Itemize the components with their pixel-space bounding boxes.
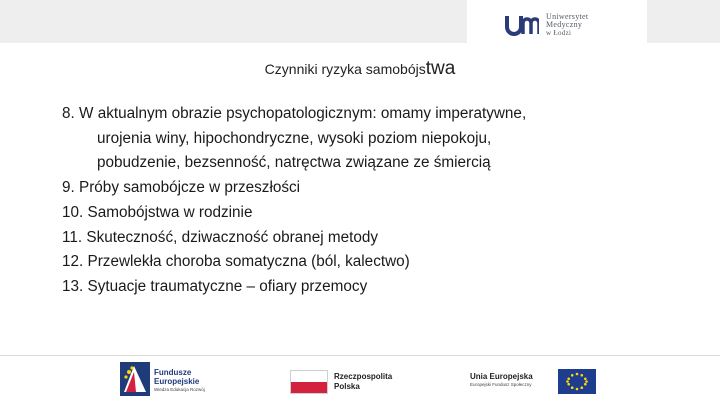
- list-item: 10. Samobójstwa w rodzinie: [62, 203, 253, 221]
- slide-title-tail: twa: [425, 58, 456, 79]
- eu-flag-icon: [558, 369, 596, 394]
- list-item-continuation: urojenia winy, hipochondryczne, wysoki poziom niepokoju,: [97, 129, 492, 147]
- university-logo: [467, 0, 647, 49]
- ue-line-2: Europejski Fundusz Społeczny: [470, 382, 532, 387]
- logo-line-2: Medyczny: [546, 20, 583, 29]
- footer-divider: [0, 355, 720, 356]
- eu-funds-logo: [120, 362, 230, 398]
- risk-factor-list: [62, 102, 702, 300]
- logo-line-3: w Łodzi: [546, 29, 572, 37]
- eu-funds-line-3: Wiedza Edukacja Rozwój: [154, 387, 205, 392]
- rp-line-2: Polska: [334, 382, 360, 391]
- list-item: 9. Próby samobójcze w przeszłości: [62, 179, 301, 197]
- logo-line-1: Uniwersytet: [546, 12, 589, 21]
- rp-logo: [290, 366, 410, 396]
- slide-title-main: Czynniki ryzyka samobójs: [264, 61, 426, 77]
- list-item: 11. Skuteczność, dziwaczność obranej metody: [62, 228, 379, 246]
- eu-logo: [470, 368, 600, 396]
- polish-flag-icon: [290, 370, 328, 394]
- eu-funds-icon: [120, 362, 150, 396]
- list-item: 12. Przewlekła choroba somatyczna (ból, kalectwo): [62, 253, 410, 271]
- eu-funds-line-2: Europejskie: [154, 377, 200, 386]
- rp-line-1: Rzeczpospolita: [334, 372, 393, 381]
- list-item-continuation: pobudzenie, bezsenność, natręctwa związane ze śmiercią: [97, 154, 491, 172]
- um-logo-icon: [505, 14, 539, 36]
- slide-title: [0, 58, 720, 80]
- eu-funds-line-1: Fundusze: [154, 368, 192, 377]
- ue-line-1: Unia Europejska: [470, 372, 533, 381]
- list-item: 8. W aktualnym obrazie psychopatologicznym: omamy imperatywne,: [62, 105, 527, 122]
- list-item: 13. Sytuacje traumatyczne – ofiary przemocy: [62, 277, 368, 295]
